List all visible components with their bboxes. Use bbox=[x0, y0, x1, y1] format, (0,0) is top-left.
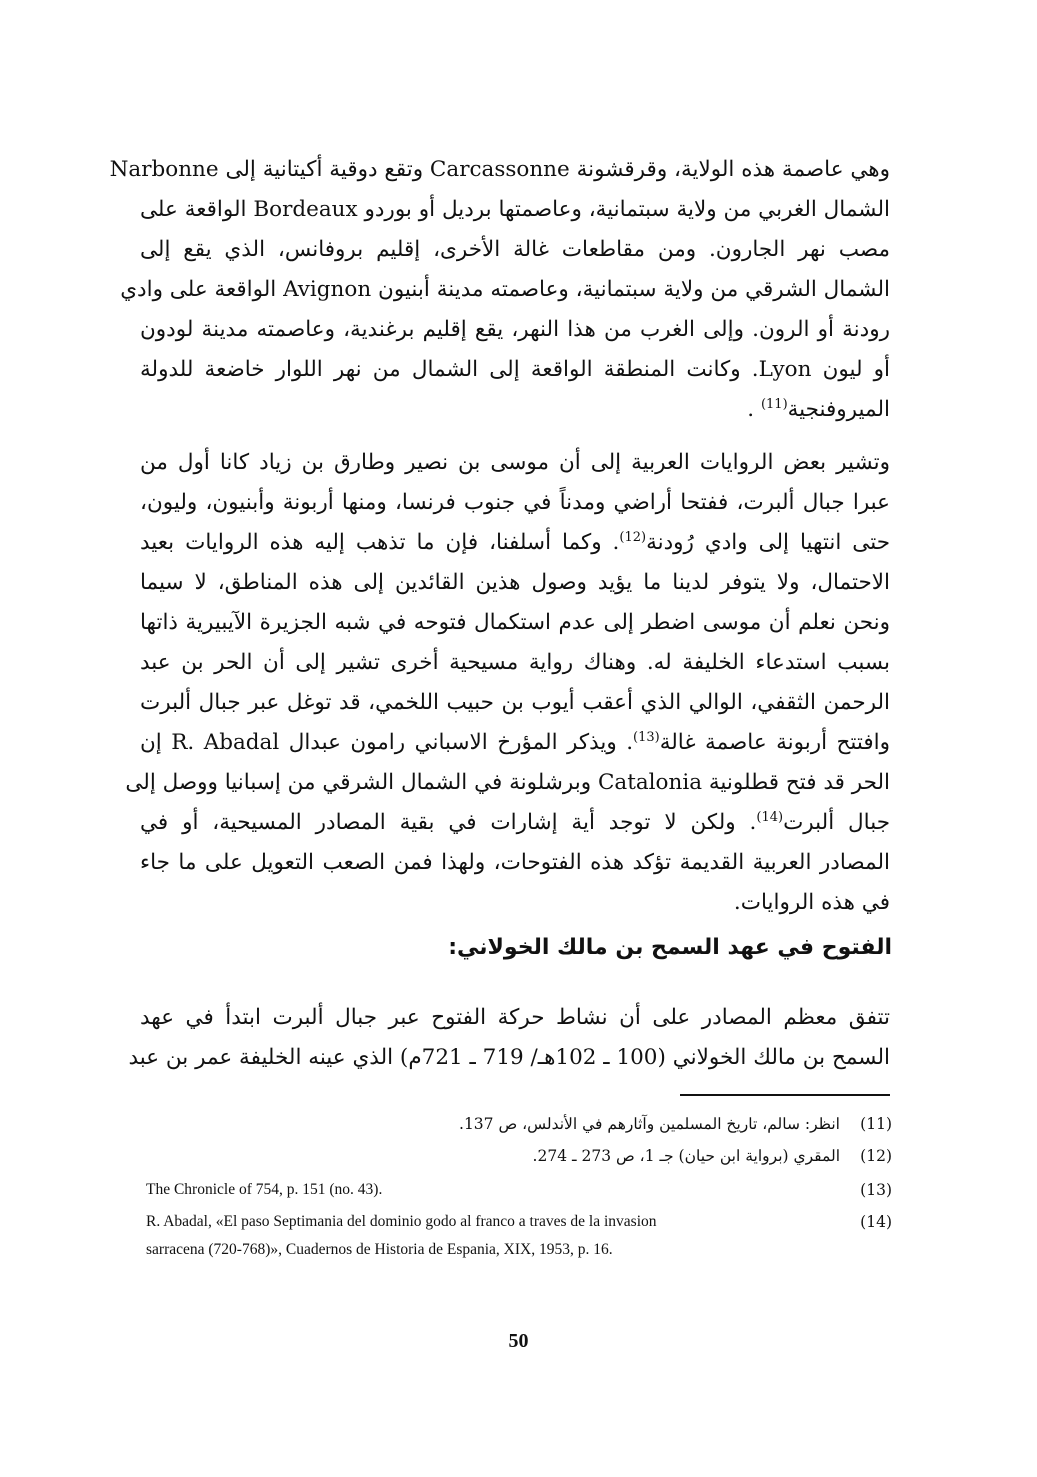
footnote-text: انظر: سالم، تاريخ المسلمين وآثارهم في الأندلس، ص 137. bbox=[459, 1115, 840, 1133]
footnote-text-continued: sarracena (720-768)», Cuadernos de Historia de Espania, XIX, 1953, p. 16. bbox=[146, 1241, 613, 1258]
paragraph-line: وتشير بعض الروايات العربية إلى أن موسى بن نصير وطارق بن زياد كانا أول من bbox=[140, 450, 890, 475]
paragraph-line: السمح بن مالك الخولاني (100 ـ 102هـ/ 719 ـ 721م) الذي عينه الخليفة عمر بن عبد bbox=[128, 1045, 890, 1070]
footnote-13 bbox=[140, 1176, 892, 1204]
paragraph-line: الاحتمال، ولا يتوفر لدينا ما يؤيد وصول هذين القائدين إلى هذه المناطق، لا سيما bbox=[140, 570, 890, 595]
footnote-text: The Chronicle of 754, p. 151 (no. 43). bbox=[146, 1181, 383, 1198]
footnote-number: (13) bbox=[860, 1181, 892, 1199]
footnote-text: R. Abadal, «El paso Septimania del dominio godo al franco a traves de la invasion bbox=[146, 1213, 657, 1230]
paragraph-3 bbox=[128, 998, 890, 1078]
footnote-number: (11) bbox=[860, 1115, 892, 1133]
footnote-ref-11: (11) bbox=[760, 396, 788, 412]
page-number: 50 bbox=[508, 1330, 529, 1352]
footnote-ref-12: (12) bbox=[619, 529, 647, 545]
paragraph-2 bbox=[125, 443, 891, 923]
paragraph-text: . ويذكر المؤرخ الاسباني رامون عبدال R. Abadal إن bbox=[140, 730, 634, 755]
footnote-14 bbox=[140, 1208, 892, 1264]
paragraph-line: الشمال الغربي من ولاية سبتمانية، وعاصمتها برديل أو بوردو Bordeaux الواقعة على bbox=[140, 197, 890, 222]
footnote-ref-13: (13) bbox=[633, 729, 660, 745]
paragraph-line: تتفق معظم المصادر على أن نشاط حركة الفتوح عبر جبال ألبرت ابتدأ في عهد bbox=[140, 1005, 890, 1030]
footnote-11 bbox=[140, 1110, 892, 1138]
paragraph-line: عبرا جبال ألبرت، ففتحا أراضي ومدناً في جنوب فرنسا، ومنها أربونة وأبنيون، وليون، bbox=[140, 490, 890, 515]
paragraph-line: في هذه الروايات. bbox=[733, 890, 890, 915]
paragraph-text: الميروفنجية bbox=[787, 397, 890, 422]
footnote-divider bbox=[680, 1094, 890, 1096]
paragraph-line bbox=[140, 390, 890, 430]
paragraph-line: الشمال الشرقي من ولاية سبتمانية، وعاصمته مدينة أبنيون Avignon الواقعة على وادي bbox=[120, 277, 890, 302]
footnote-number: (14) bbox=[860, 1213, 892, 1231]
footnote-number: (12) bbox=[860, 1147, 892, 1165]
paragraph-line: الحر قد فتح قطلونية Catalonia وبرشلونة في الشمال الشرقي من إسبانيا ووصل إلى bbox=[125, 770, 890, 795]
paragraph-line: بسبب استدعاء الخليفة له. وهناك رواية مسيحية أخرى تشير إلى أن الحر بن عبد bbox=[140, 650, 890, 675]
paragraph-line: الرحمن الثقفي، الوالي الذي أعقب أيوب بن حبيب اللخمي، قد توغل عبر جبال ألبرت bbox=[140, 690, 890, 715]
paragraph-line: مصب نهر الجارون. ومن مقاطعات غالة الأخرى، إقليم بروفانس، الذي يقع إلى bbox=[140, 237, 890, 262]
footnote-12 bbox=[140, 1142, 892, 1170]
paragraph-line: ونحن نعلم أن موسى اضطر إلى عدم استكمال فتوحه في شبه الجزيرة الآيبيرية ذاتها bbox=[140, 610, 890, 635]
paragraph-text: . ولكن لا توجد أية إشارات في بقية المصادر المسيحية، أو في bbox=[140, 810, 757, 835]
paragraph-line: المصادر العربية القديمة تؤكد هذه الفتوحات، ولهذا فمن الصعب التعويل على ما جاء bbox=[140, 850, 890, 875]
paragraph-line: رودنة أو الرون. وإلى الغرب من هذا النهر، يقع إقليم برغندية، وعاصمته مدينة لودون bbox=[140, 317, 890, 342]
paragraph-line: أو ليون Lyon. وكانت المنطقة الواقعة إلى الشمال من نهر اللوار خاضعة للدولة bbox=[140, 357, 890, 382]
section-heading: الفتوح في عهد السمح بن مالك الخولاني: bbox=[448, 935, 892, 960]
paragraph-line bbox=[140, 803, 890, 843]
paragraph-text: . وكما أسلفنا، فإن ما تذهب إليه هذه الروايات بعيد bbox=[140, 530, 620, 555]
paragraph-text: جبال ألبرت bbox=[783, 810, 891, 835]
paragraph-line bbox=[140, 523, 890, 563]
paragraph-text: وافتتح أربونة عاصمة غالة bbox=[659, 730, 890, 755]
paragraph-1 bbox=[109, 150, 890, 430]
paragraph-text: حتى انتهيا إلى وادي رُودنة bbox=[646, 530, 890, 555]
footnote-ref-14: (14) bbox=[756, 809, 784, 825]
paragraph-text: . bbox=[747, 397, 755, 422]
paragraph-line: وهي عاصمة هذه الولاية، وقرقشونة Carcassonne وتقع دوقية أكيتانية إلى Narbonne bbox=[109, 157, 890, 182]
paragraph-line bbox=[140, 723, 890, 763]
footnote-text: المقري (برواية ابن حيان) جـ 1، ص 273 ـ 274. bbox=[532, 1147, 840, 1165]
